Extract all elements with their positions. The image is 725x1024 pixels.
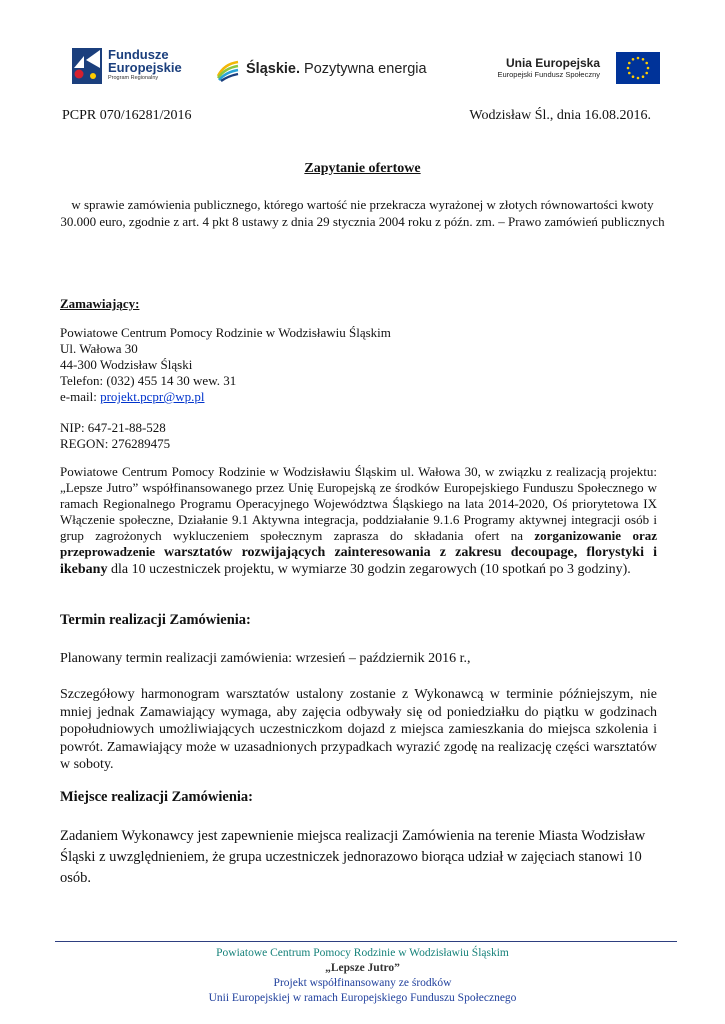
eu-flag-icon [616, 52, 660, 84]
body-paragraph [60, 464, 657, 578]
term-text: Planowany termin realizacji zamówienia: wrzesień – październik 2016 r., [60, 651, 471, 666]
document-date: Wodzisław Śl., dnia 16.08.2016. [469, 108, 651, 123]
nip: NIP: 647-21-88-528 [60, 420, 166, 435]
email-label: e-mail: [60, 389, 101, 404]
intro-paragraph: w sprawie zamówienia publicznego, którego wartość nie przekracza wyrażonej w złotych równowartości kwoty 30.000 euro, zgodnie z art. 4 pkt 8 ustawy z dnia 29 stycznia 2004 roku z późn. zm. – Prawo zamówień publicznych [60, 197, 665, 229]
orderer-address [60, 325, 391, 405]
footer [0, 946, 725, 1006]
slaskie-wave-icon [216, 58, 240, 82]
body-text: Powiatowe Centrum Pomocy Rodzinie w Wodzisławiu Śląskim ul. Wałowa 30, w związku z realizacją projektu: „Lepsze Jutro” współfinansowanego przez Unię Europejską ze środków Europejskiego Funduszu Społecznego w ramach Regionalnego Programu Operacyjnego Województwa Śląskiego na lata 2014-2020, Oś priorytetowa IX Włączenie społeczne, Działanie 9.1 Aktywna integracja, poddziałanie 9.1.6 Programy aktywnej integracji osób i grup zagrożonych wykluczeniem społecznym zaprasza do składania ofert na [60, 464, 657, 543]
footer-line4: Unii Europejskiej w ramach Europejskiego Funduszu Społecznego [208, 992, 517, 1004]
place-heading: Miejsce realizacji Zamówienia: [60, 789, 253, 805]
logo-bar [70, 42, 660, 92]
place-text: Zadaniem Wykonawcy jest zapewnienie miejsca realizacji Zamówienia na terenie Miasta Wodzisław Śląski z uwzględnieniem, że grupa uczestniczek jednorazowo biorąca udział w zajęciach stanowi 10 osób. [60, 828, 646, 886]
term-heading: Termin realizacji Zamówienia: [60, 612, 251, 628]
orderer-heading: Zamawiający: [60, 296, 140, 311]
orderer-phone: Telefon: (032) 455 14 30 wew. 31 [60, 373, 237, 388]
fe-line3: Program Regionalny [108, 75, 159, 81]
unia-europejska-logo [476, 52, 660, 88]
document-title: Zapytanie ofertowe [304, 161, 421, 176]
footer-divider [55, 941, 677, 942]
fundusze-europejskie-logo [70, 46, 200, 88]
body-text-end: dla 10 uczestniczek projektu, w wymiarze 30 godzin zegarowych (10 spotkań po 3 godziny). [107, 562, 631, 577]
slaskie-bold: Śląskie. [246, 61, 301, 77]
ue-line2: Europejski Fundusz Społeczny [497, 70, 600, 79]
orderer-ids [60, 420, 170, 452]
regon: REGON: 276289475 [60, 436, 171, 451]
ue-line1: Unia Europejska [505, 56, 600, 70]
footer-line2: „Lepsze Jutro” [325, 962, 400, 974]
fe-line1: Fundusze [108, 47, 169, 62]
slaskie-rest: Pozytywna energia [300, 61, 427, 77]
body-bold-2: warsztatów rozwijających zainteresowania z zakresu decoupage, florystyki i ikebany [60, 545, 658, 577]
orderer-street: Ul. Wałowa 30 [60, 341, 138, 356]
orderer-city: 44-300 Wodzisław Śląski [60, 357, 193, 372]
footer-line1: Powiatowe Centrum Pomocy Rodzinie w Wodzisławiu Śląskim [216, 947, 509, 959]
email-link[interactable]: projekt.pcpr@wp.pl [100, 389, 205, 404]
fundusze-europejskie-icon [70, 46, 104, 86]
body-bold-1: zorganizowanie oraz przeprowadzenie [60, 528, 657, 559]
schedule-text: Szczegółowy harmonogram warsztatów ustalony zostanie z Wykonawcą w terminie późniejszym, nie mniej jednak Zamawiający wymaga, aby zajęcia odbywały się od poniedziałku do piątku w godzinach popołudniowych umożliwiających uczestniczkom dojazd z miejsca zamieszkania do miejsca szkolenia i powrót. Zamawiający może w uzasadnionych przypadkach wyrazić zgodę na realizację części warsztatów w soboty. [60, 687, 657, 772]
orderer-name: Powiatowe Centrum Pomocy Rodzinie w Wodzisławiu Śląskim [60, 325, 391, 340]
footer-line3: Projekt współfinansowany ze środków [273, 977, 452, 989]
fe-line2: Europejskie [108, 60, 182, 75]
slaskie-logo [216, 58, 446, 82]
document-reference: PCPR 070/16281/2016 [62, 108, 192, 123]
